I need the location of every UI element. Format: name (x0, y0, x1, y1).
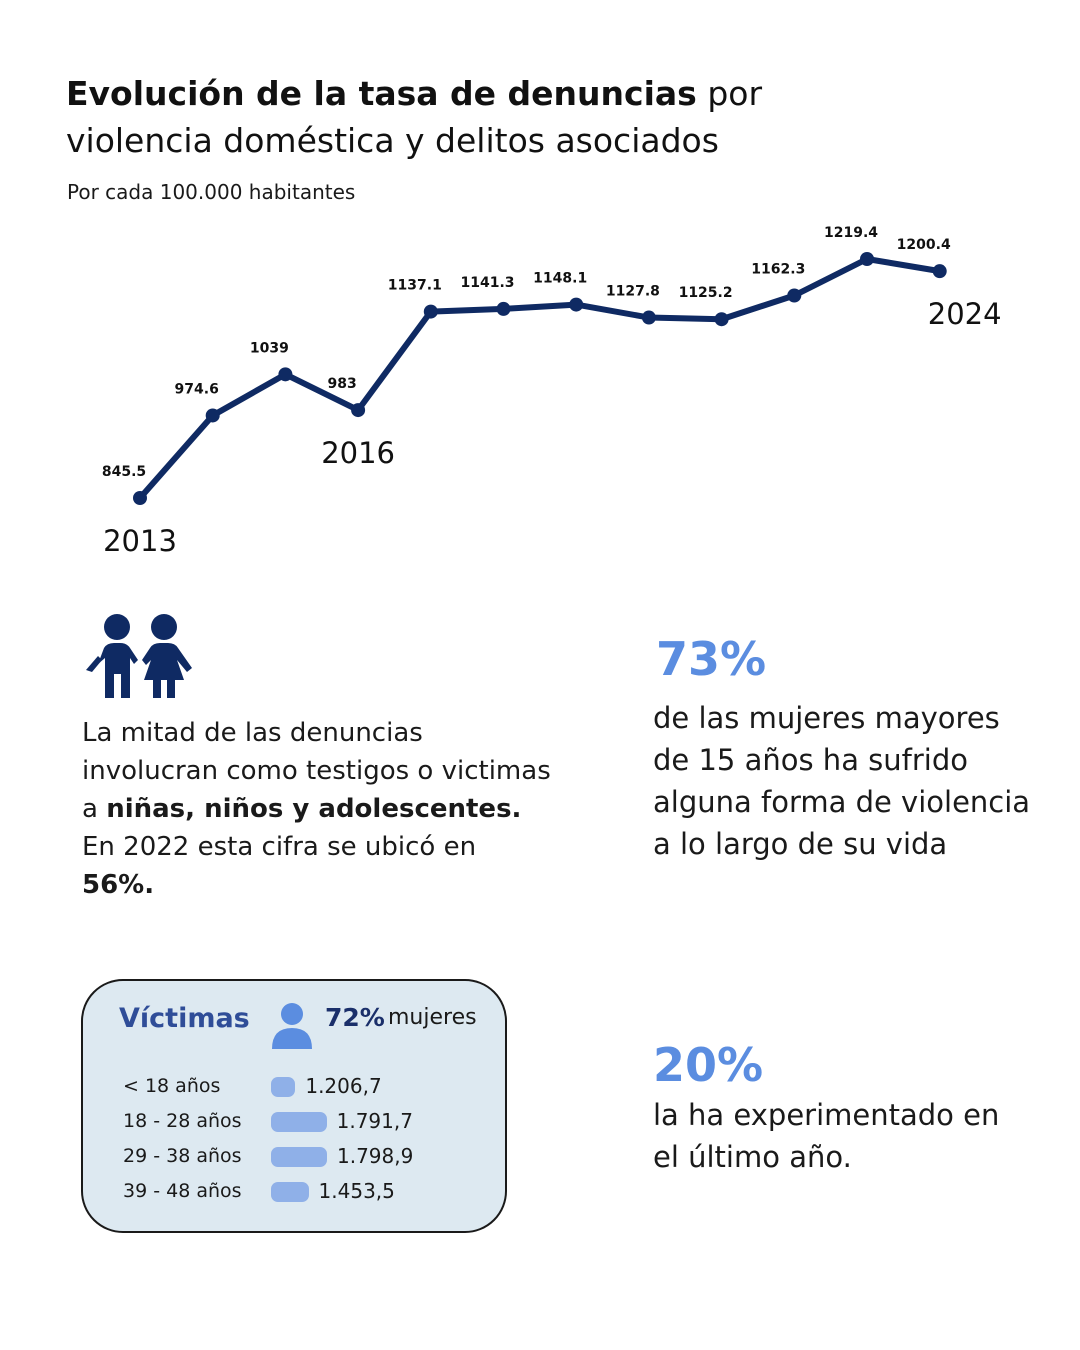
children-note (82, 714, 552, 904)
age-bar (271, 1112, 327, 1132)
data-point (133, 491, 147, 505)
title-bold: Evolución de la tasa de denuncias (66, 74, 697, 113)
children-note-text-1: La mitad de las denuncias involucran como testigos o victimas a (82, 718, 551, 824)
year-label: 2016 (321, 436, 396, 471)
year-label: 2013 (103, 524, 177, 558)
age-value: 1.791,7 (336, 1109, 413, 1133)
age-row (123, 1073, 493, 1101)
age-bar (271, 1147, 327, 1167)
data-label: 1137.1 (387, 277, 442, 294)
victims-title: Víctimas (119, 1003, 250, 1034)
data-label: 1125.2 (678, 285, 733, 302)
data-label: 974.6 (174, 381, 219, 398)
data-label: 1141.3 (460, 274, 515, 291)
page-title (66, 70, 966, 164)
title-rest-2: violencia doméstica y delitos asociados (66, 121, 719, 160)
data-point (278, 367, 292, 381)
age-row (123, 1108, 493, 1136)
women-label: mujeres (388, 1005, 477, 1030)
data-point (860, 252, 874, 266)
data-label: 845.5 (101, 464, 147, 480)
data-point (642, 311, 656, 325)
age-bar (271, 1077, 295, 1097)
age-label: 39 - 48 años (123, 1180, 242, 1202)
title-rest-1: por (696, 74, 763, 113)
children-note-bold-2: 56%. (82, 870, 155, 900)
data-point (206, 408, 220, 422)
series-line (140, 259, 940, 498)
children-note-text-2: En 2022 esta cifra se ubicó en (82, 832, 477, 862)
data-point (933, 264, 947, 278)
women-percentage: 72% (325, 1003, 385, 1032)
data-label: 983 (327, 376, 357, 393)
stat-73-text: de las mujeres mayores de 15 años ha sufrido alguna forma de violencia a lo largo de su vida (653, 701, 1031, 861)
age-label: 18 - 28 años (123, 1110, 242, 1132)
person-icon (269, 1001, 315, 1049)
data-label: 1219.4 (823, 225, 879, 241)
children-note-bold-1: niñas, niños y adolescentes. (106, 794, 522, 824)
stat-20-text: la ha experimentado en el último año. (653, 1098, 1000, 1174)
year-label: 2024 (927, 297, 1002, 332)
age-value: 1.798,9 (337, 1144, 414, 1168)
line-chart (0, 220, 1080, 570)
data-point (569, 298, 583, 312)
data-point (424, 305, 438, 319)
stat-73-value: 73% (656, 632, 767, 686)
data-label: 1162.3 (751, 261, 806, 278)
data-point (787, 288, 801, 302)
data-point (351, 403, 365, 417)
data-label: 1148.1 (533, 270, 588, 287)
age-row (123, 1143, 493, 1171)
data-point (497, 302, 511, 316)
age-value: 1.206,7 (305, 1074, 382, 1098)
age-value: 1.453,5 (318, 1179, 395, 1203)
age-row (123, 1178, 493, 1206)
stat-20-value: 20% (653, 1038, 764, 1092)
data-label: 1200.4 (896, 237, 951, 254)
age-bar (271, 1182, 309, 1202)
children-icon (84, 612, 196, 698)
age-label: 29 - 38 años (123, 1145, 242, 1167)
data-label: 1039 (249, 340, 289, 357)
age-label: < 18 años (123, 1075, 221, 1097)
victims-card (81, 979, 507, 1233)
chart-subtitle: Por cada 100.000 habitantes (67, 180, 356, 204)
data-label: 1127.8 (605, 283, 660, 300)
data-point (715, 312, 729, 326)
